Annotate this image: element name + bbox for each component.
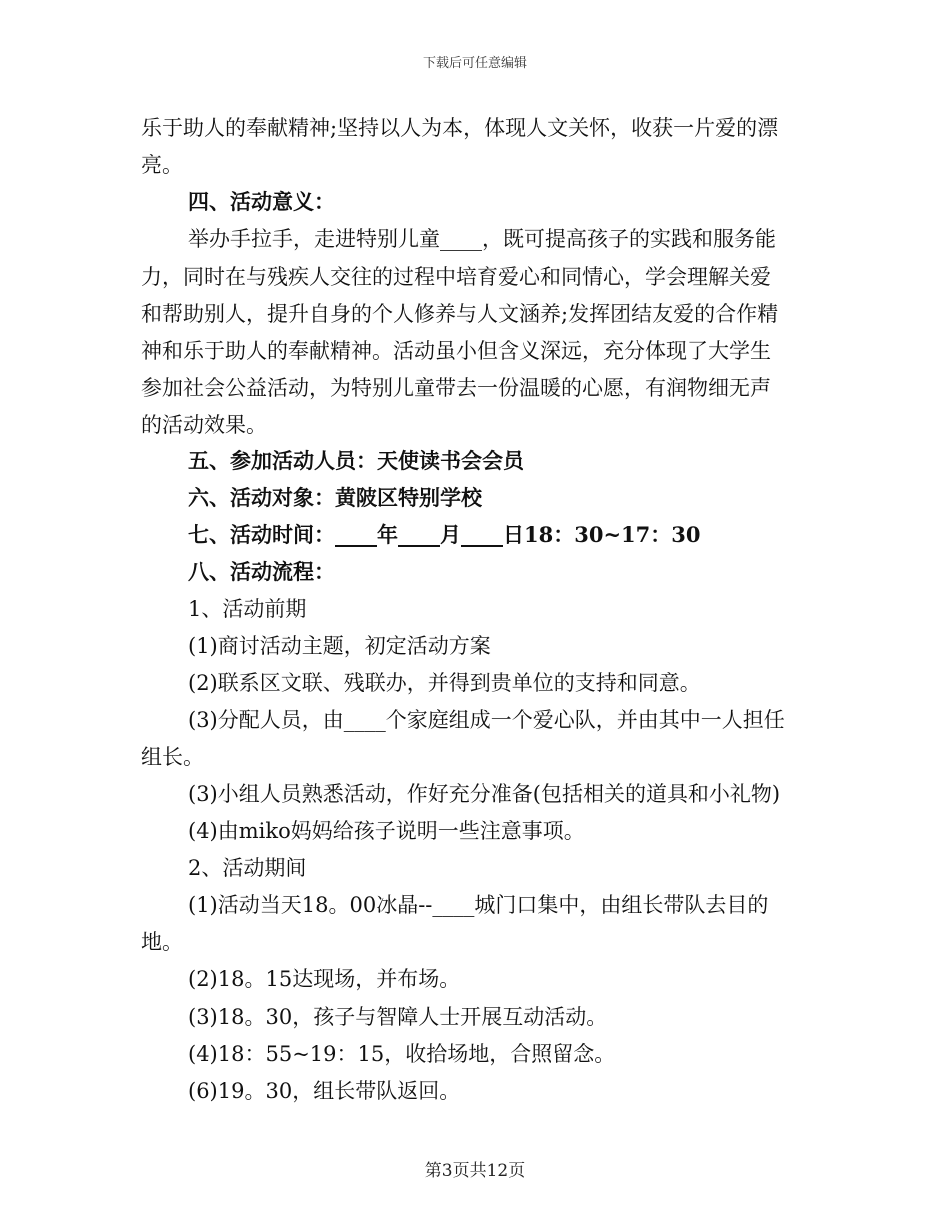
body-line: 神和乐于助人的奉献精神。活动虽小但含义深远，充分体现了大学生: [141, 339, 771, 363]
list-item: (1)活动当天18。00冰晶--____城门口集中，由组长带队去目的: [188, 893, 769, 917]
body-line: 亮。: [141, 153, 183, 177]
list-item: (3)分配人员，由____个家庭组成一个爱心队，并由其中一人担任: [188, 708, 785, 732]
page-number-footer: 第3页共12页: [424, 1161, 526, 1181]
list-item: (4)由miko妈妈给孩子说明一些注意事项。: [188, 819, 585, 843]
body-line: 参加社会公益活动，为特别儿童带去一份温暖的心愿，有润物细无声: [141, 376, 771, 400]
list-item-continued: 地。: [141, 930, 183, 954]
list-item: (2)联系区文联、残联办，并得到贵单位的支持和同意。: [188, 671, 701, 695]
section-heading-target: 六、活动对象：黄陂区特别学校: [188, 485, 482, 510]
section-heading-significance: 四、活动意义：: [188, 189, 335, 214]
list-item: (2)18。15达现场，并布场。: [188, 967, 461, 991]
section-heading-time: 七、活动时间：____年____月____日18：30~17：30: [188, 522, 701, 547]
list-item-continued: 组长。: [141, 745, 204, 769]
list-item: (3)18。30，孩子与智障人士开展互动活动。: [188, 1005, 608, 1029]
list-item: (4)18：55~19：15，收拾场地，合照留念。: [188, 1042, 616, 1066]
section-heading-process: 八、活动流程：: [188, 559, 335, 584]
section-heading-participants: 五、参加活动人员：天使读书会会员: [188, 448, 524, 473]
list-item: (1)商讨活动主题，初定活动方案: [188, 634, 491, 658]
subsection-heading: 2、活动期间: [188, 856, 307, 880]
list-item: (3)小组人员熟悉活动，作好充分准备(包括相关的道具和小礼物): [188, 782, 781, 806]
subsection-heading: 1、活动前期: [188, 597, 307, 621]
list-item: (6)19。30，组长带队返回。: [188, 1079, 461, 1103]
body-line: 乐于助人的奉献精神;坚持以人为本，体现人文关怀，收获一片爱的漂: [141, 116, 779, 140]
body-line: 举办手拉手，走进特别儿童____，既可提高孩子的实践和服务能: [188, 227, 776, 251]
page-header: 下载后可任意编辑: [422, 56, 527, 71]
body-line: 和帮助别人，提升自身的个人修养与人文涵养;发挥团结友爱的合作精: [141, 302, 779, 326]
body-line: 的活动效果。: [141, 413, 267, 437]
body-line: 力，同时在与残疾人交往的过程中培育爱心和同情心，学会理解关爱: [141, 265, 771, 289]
